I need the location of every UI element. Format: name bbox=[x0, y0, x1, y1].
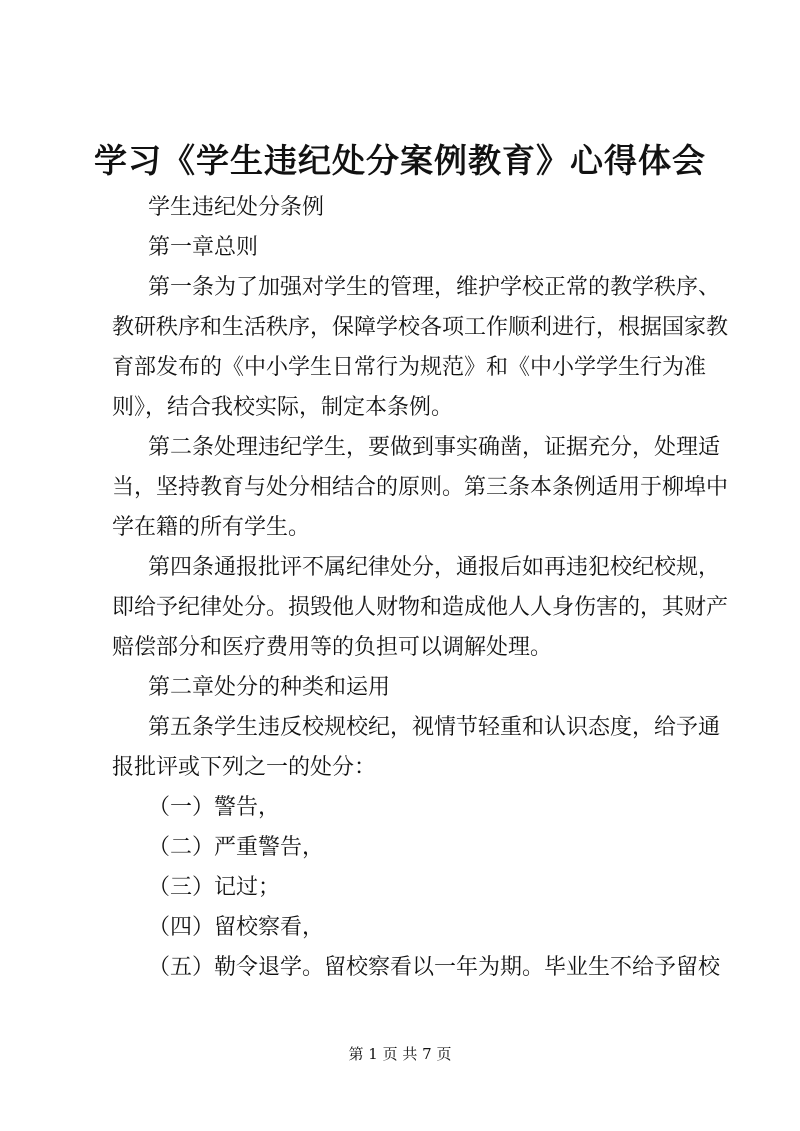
body-line: 第一章总则 bbox=[148, 235, 259, 260]
body-line: （一）警告， bbox=[148, 795, 281, 820]
body-line: 第二章处分的种类和运用 bbox=[148, 675, 391, 700]
body-line: 学生违纪处分条例 bbox=[148, 195, 325, 220]
body-line: 学在籍的所有学生。 bbox=[112, 515, 311, 540]
body-line: 教研秩序和生活秩序，保障学校各项工作顺利进行，根据国家教 bbox=[112, 315, 729, 340]
body-line: 即给予纪律处分。损毁他人财物和造成他人人身伤害的，其财产 bbox=[112, 595, 729, 620]
body-line: 第一条为了加强对学生的管理，维护学校正常的教学秩序、 bbox=[148, 275, 721, 300]
body-line: 第四条通报批评不属纪律处分，通报后如再违犯校纪校规， bbox=[148, 555, 721, 580]
body-line: （四）留校察看， bbox=[148, 915, 325, 940]
document-title: 学习《学生违纪处分案例教育》心得体会 bbox=[94, 141, 706, 180]
body-line: 赔偿部分和医疗费用等的负担可以调解处理。 bbox=[112, 635, 553, 660]
body-line: （二）严重警告， bbox=[148, 835, 325, 860]
body-line: 第二条处理违纪学生，要做到事实确凿，证据充分，处理适 bbox=[148, 435, 721, 460]
body-line: 当，坚持教育与处分相结合的原则。第三条本条例适用于柳埠中 bbox=[112, 475, 729, 500]
body-line: 第五条学生违反校规校纪，视情节轻重和认识态度，给予通 bbox=[148, 715, 721, 740]
body-line: 则》，结合我校实际，制定本条例。 bbox=[112, 395, 454, 420]
body-line: 育部发布的《中小学生日常行为规范》和《中小学学生行为准 bbox=[112, 355, 707, 380]
body-line: 报批评或下列之一的处分： bbox=[112, 755, 377, 780]
body-line: （五）勒令退学。留校察看以一年为期。毕业生不给予留校 bbox=[148, 955, 721, 980]
body-line: （三）记过； bbox=[148, 875, 281, 900]
page-footer: 第 1 页 共 7 页 bbox=[348, 1045, 452, 1063]
